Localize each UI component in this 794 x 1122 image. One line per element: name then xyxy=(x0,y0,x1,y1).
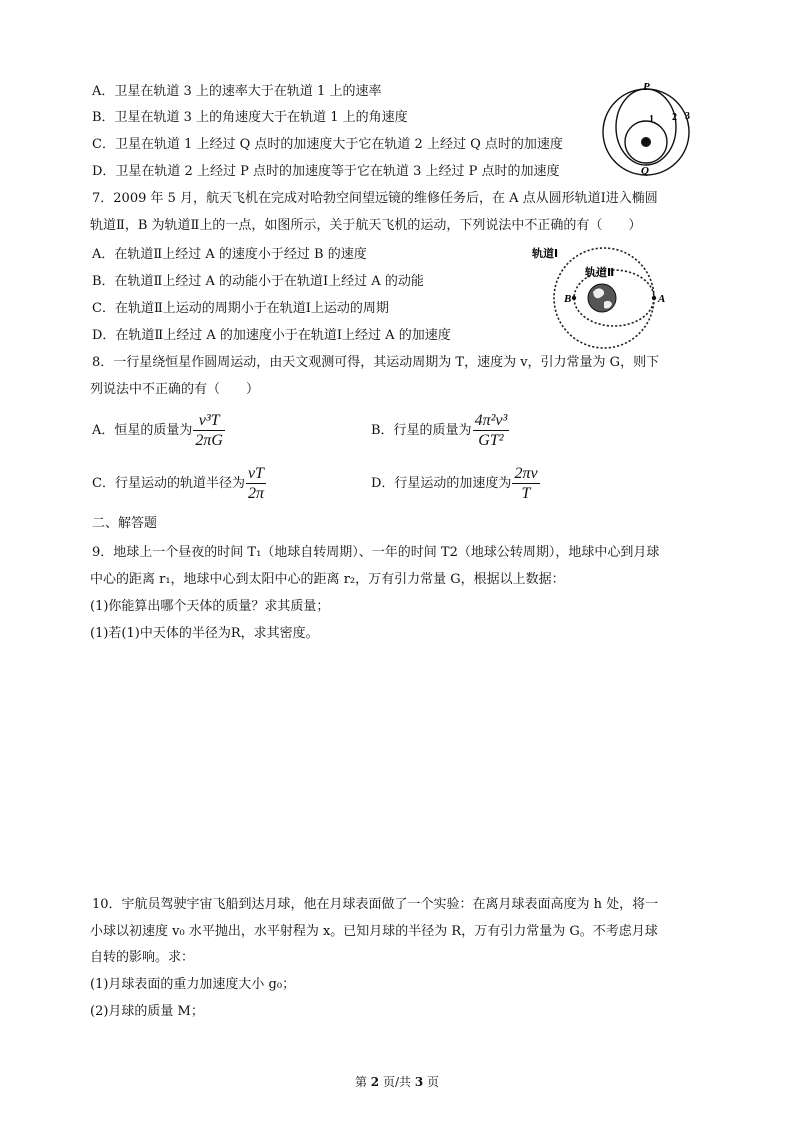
q7-option-a: A．在轨道Ⅱ上经过 A 的速度小于经过 B 的速度 xyxy=(92,247,367,262)
fig1-label-2: 2 xyxy=(672,112,677,123)
q9-line2: 中心的距离 r₁，地球中心到太阳中心的距离 r₂，万有引力常量 G，根据以上数据： xyxy=(90,572,565,587)
q7-option-d: D．在轨道Ⅱ上经过 A 的加速度小于在轨道Ⅰ上经过 A 的加速度 xyxy=(92,328,451,343)
q8-option-d-fraction xyxy=(512,464,539,503)
q10-part1: (1)月球表面的重力加速度大小 g₀； xyxy=(90,977,296,992)
q10-line2: 小球以初速度 v₀ 水平抛出，水平射程为 x。已知月球的半径为 R，万有引力常量为 G。不考虑月球 xyxy=(90,924,658,939)
footer-page-number: 2 xyxy=(370,1075,380,1089)
fig2-label-a: A xyxy=(658,293,666,305)
q8-option-c xyxy=(92,463,266,505)
fig2-label-orbit2: 轨道Ⅱ xyxy=(585,266,615,279)
q8-option-a-fraction xyxy=(193,411,225,450)
q7-option-c: C．在轨道Ⅱ上运动的周期小于在轨道Ⅰ上运动的周期 xyxy=(92,301,389,316)
q8-option-c-denominator: 2π xyxy=(247,485,264,502)
q8-option-d-numerator: 2πv xyxy=(514,465,538,482)
fig1-label-3: 3 xyxy=(685,111,690,122)
footer-mid: 页/共 xyxy=(379,1075,415,1089)
fig1-label-q: Q xyxy=(641,165,649,177)
fig2-label-orbit1: 轨道Ⅰ xyxy=(532,247,559,260)
q8-option-a-numerator: v³T xyxy=(193,411,225,431)
q8-option-d-denominator: T xyxy=(521,485,531,502)
q8-option-c-text: C．行星运动的轨道半径为 xyxy=(92,476,245,491)
q8-option-c-fraction xyxy=(246,464,266,503)
q9-part2: (1)若(1)中天体的半径为R，求其密度。 xyxy=(90,626,319,641)
q8-option-d xyxy=(371,463,540,505)
q8-stem-line2: 列说法中不正确的有（ ） xyxy=(90,382,260,397)
q8-option-b-denominator: GT² xyxy=(478,432,504,449)
section-heading: 二、解答题 xyxy=(92,516,158,531)
footer-post: 页 xyxy=(423,1075,440,1089)
q8-option-a-text: A．恒星的质量为 xyxy=(92,423,193,438)
q7-stem-line1: 7．2009 年 5 月，航天飞机在完成对哈勃空间望远镜的维修任务后，在 A 点从圆形轨道Ⅰ进入椭圆 xyxy=(92,191,658,206)
orbit-figure-2 xyxy=(530,244,680,349)
q9-part1: (1)你能算出哪个天体的质量？求其质量； xyxy=(90,599,330,614)
q8-option-b-fraction xyxy=(473,411,510,450)
q10-part2: (2)月球的质量 M； xyxy=(90,1004,204,1019)
orbit-figure-1 xyxy=(598,80,708,180)
q8-option-c-numerator: vT xyxy=(246,464,266,484)
q9-line1: 9．地球上一个昼夜的时间 T₁（地球自转周期）、一年的时间 T2（地球公转周期），地球中心到月球 xyxy=(92,545,660,560)
q8-option-d-text: D．行星运动的加速度为 xyxy=(371,476,512,491)
q8-option-a-denominator: 2πG xyxy=(195,432,223,449)
q10-line1: 10．宇航员驾驶宇宙飞船到达月球，他在月球表面做了一个实验：在离月球表面高度为 h 处，将一 xyxy=(92,897,659,912)
footer-pre: 第 xyxy=(354,1075,371,1089)
q8-option-b xyxy=(371,410,509,452)
fig2-label-b: B xyxy=(564,293,572,305)
q8-option-b-numerator: 4π²v³ xyxy=(474,412,508,429)
q8-stem-line1: 8．一行星绕恒星作圆周运动，由天文观测可得，其运动周期为 T，速度为 v，引力常量为 G，则下 xyxy=(92,355,660,370)
q6-option-a: A．卫星在轨道 3 上的速率大于在轨道 1 上的速率 xyxy=(92,84,382,99)
q8-option-a xyxy=(92,410,225,452)
fig1-label-1: 1 xyxy=(649,114,654,125)
footer-total-pages: 3 xyxy=(414,1075,424,1089)
fig1-label-p: P xyxy=(643,81,650,93)
q8-option-b-text: B．行星的质量为 xyxy=(371,423,472,438)
q7-option-b: B．在轨道Ⅱ上经过 A 的动能小于在轨道Ⅰ上经过 A 的动能 xyxy=(92,274,424,289)
q6-option-b: B．卫星在轨道 3 上的角速度大于在轨道 1 上的角速度 xyxy=(92,110,408,125)
earth-icon xyxy=(588,284,616,312)
q6-option-c: C．卫星在轨道 1 上经过 Q 点时的加速度大于它在轨道 2 上经过 Q 点时的加速度 xyxy=(92,137,563,152)
page-footer xyxy=(0,1073,794,1090)
q10-line3: 自转的影响。求： xyxy=(90,950,195,965)
q6-option-d: D．卫星在轨道 2 上经过 P 点时的加速度等于它在轨道 3 上经过 P 点时的加速度 xyxy=(92,164,560,179)
q7-stem-line2: 轨道Ⅱ，B 为轨道Ⅱ上的一点，如图所示，关于航天飞机的运动，下列说法中不正确的有（ ） xyxy=(90,218,642,233)
